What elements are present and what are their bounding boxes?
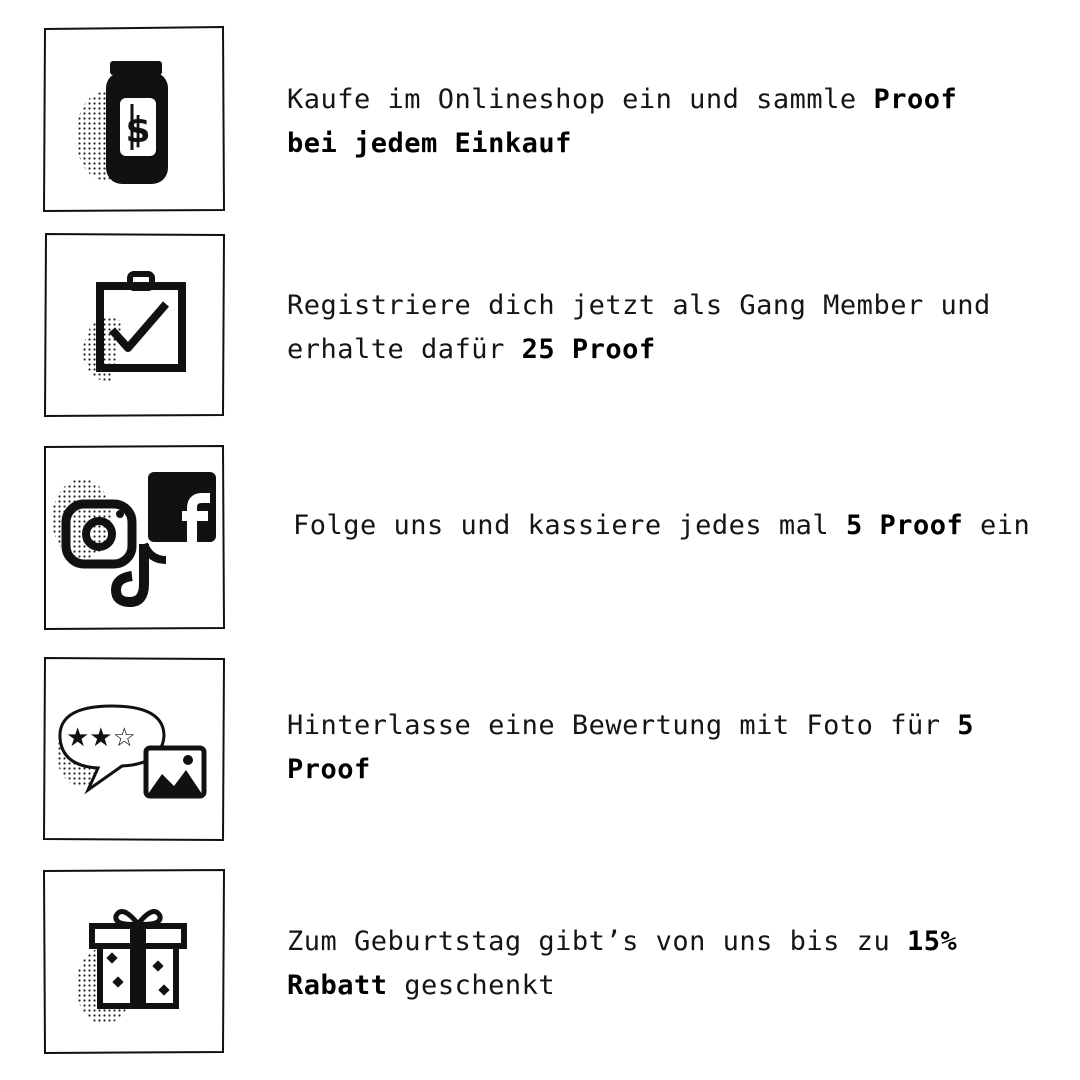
text-regular-after: geschenkt: [387, 970, 556, 1001]
icon-frame: [42, 26, 226, 212]
text-regular: Kaufe im Onlineshop ein und sammle: [287, 84, 874, 115]
money-jar-icon: [76, 61, 168, 184]
reward-text: [293, 504, 1073, 548]
reward-text: [287, 704, 1007, 792]
icon-frame: [42, 444, 226, 630]
text-regular: Zum Geburtstag gibt’s von uns bis zu: [287, 926, 907, 957]
text-bold: 15% Rabatt: [287, 926, 958, 1001]
social-media-icon: [52, 472, 216, 602]
text-regular: Hinterlasse eine Bewertung mit Foto für: [287, 710, 958, 741]
svg-text:$: $: [125, 110, 151, 151]
reward-item-birthday: [0, 868, 1080, 1058]
text-bold: Proof bei jedem Einkauf: [287, 84, 958, 159]
gift-icon: [76, 912, 184, 1025]
reward-text: [287, 78, 987, 166]
icon-frame: [42, 232, 226, 418]
svg-text:★★☆: ★★☆: [66, 723, 136, 753]
text-regular-after: ein: [963, 510, 1031, 541]
text-bold: 25 Proof: [521, 334, 656, 365]
reward-item-review: [0, 656, 1080, 846]
reward-item-register: [0, 232, 1080, 422]
reward-text: [287, 920, 1007, 1008]
text-bold: 5 Proof: [845, 510, 964, 541]
clipboard-check-icon: [82, 274, 182, 382]
icon-frame: [42, 868, 226, 1054]
reward-item-follow: [0, 444, 1080, 634]
reward-item-purchase: [0, 26, 1080, 216]
text-regular: Folge uns und kassiere jedes mal: [293, 510, 846, 541]
review-photo-icon: [56, 706, 204, 796]
text-bold: 5 Proof: [287, 710, 974, 785]
text-regular: Registriere dich jetzt als Gang Member und erhalte dafür: [287, 290, 991, 365]
icon-frame: [42, 656, 226, 842]
reward-text: [287, 284, 1027, 372]
